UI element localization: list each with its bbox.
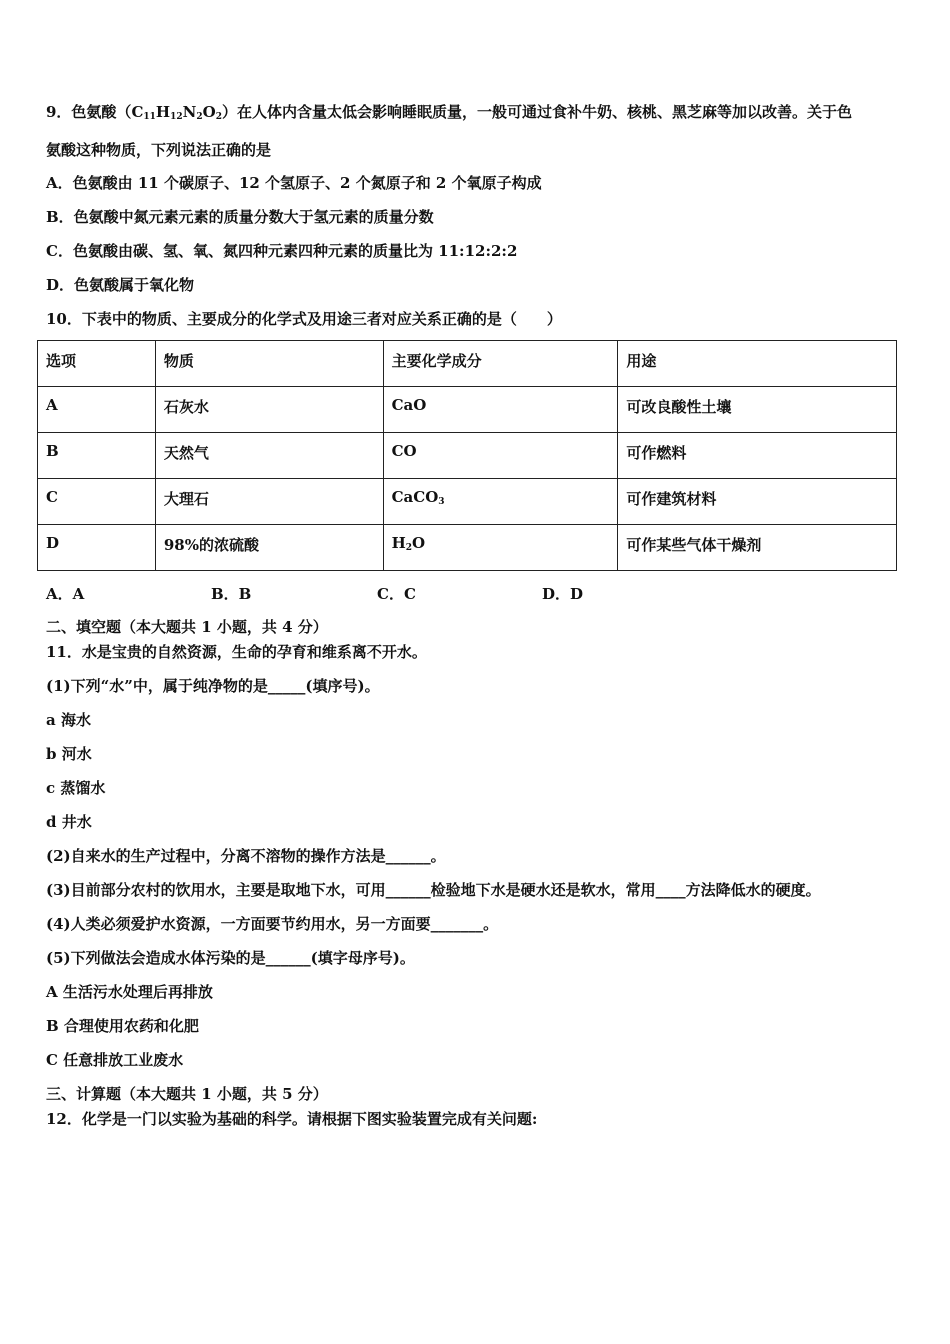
q11-stem: 11．水是宝贵的自然资源，生命的孕育和维系离不开水。 — [46, 643, 427, 661]
table-row — [38, 479, 897, 525]
formula-subscript: 2 — [405, 543, 413, 553]
substance-cell: 大理石 — [155, 479, 383, 525]
use-cell: 可改良酸性土壤 — [618, 387, 897, 433]
use-cell: 可作建筑材料 — [618, 479, 897, 525]
substance-cell: 石灰水 — [155, 387, 383, 433]
q11-part4: (4)人类必须爱护水资源，一方面要节约用水，另一方面要_______。 — [46, 915, 499, 933]
q11-part5-option-a: A 生活污水处理后再排放 — [46, 983, 213, 1001]
formula-cell: CaO — [383, 387, 618, 433]
formula-element: N — [182, 103, 197, 121]
option-cell: D — [38, 525, 156, 571]
formula-cell — [383, 525, 618, 571]
formula-element: H — [155, 103, 171, 121]
q10-stem: 10．下表中的物质、主要成分的化学式及用途三者对应关系正确的是（ ） — [46, 310, 562, 328]
substance-cell: 天然气 — [155, 433, 383, 479]
option-cell: B — [38, 433, 156, 479]
q10-table — [37, 340, 897, 571]
option-cell: C — [38, 479, 156, 525]
section-heading-calc: 三、计算题（本大题共 1 小题，共 5 分） — [46, 1085, 328, 1103]
formula-subscript: 11 — [143, 112, 156, 122]
formula-element: O — [202, 103, 216, 121]
use-cell: 可作燃料 — [618, 433, 897, 479]
q11-part5-option-c: C 任意排放工业废水 — [46, 1051, 184, 1069]
q10-choice-b: B．B — [211, 585, 252, 603]
section-heading-fill: 二、填空题（本大题共 1 小题，共 4 分） — [46, 618, 328, 636]
formula-text: CaCO — [391, 488, 439, 506]
q11-part5: (5)下列做法会造成水体污染的是______(填字母序号)。 — [46, 949, 415, 967]
header-cell: 选项 — [38, 341, 156, 387]
option-cell: A — [38, 387, 156, 433]
table-row — [38, 387, 897, 433]
formula-cell: CO — [383, 433, 618, 479]
header-cell: 主要化学成分 — [383, 341, 618, 387]
q11-part1: (1)下列“水”中，属于纯净物的是_____(填序号)。 — [46, 677, 380, 695]
formula-subscript: 2 — [215, 112, 222, 122]
table-row — [38, 433, 897, 479]
header-cell: 用途 — [618, 341, 897, 387]
substance-cell: 98%的浓硫酸 — [155, 525, 383, 571]
q9-stem-text: 9．色氨酸（C — [46, 103, 144, 121]
formula-text: O — [412, 534, 426, 552]
q9-stem-text: ）在人体内含量太低会影响睡眠质量，一般可通过食补牛奶、核桃、黑芝麻等加以改善。关于色 — [221, 103, 852, 121]
formula-subscript: 3 — [438, 497, 445, 507]
formula-cell — [383, 479, 618, 525]
formula-subscript: 12 — [170, 112, 183, 122]
q9-option-b: B．色氨酸中氮元素元素的质量分数大于氢元素的质量分数 — [46, 208, 434, 226]
q9-option-a: A．色氨酸由 11 个碳原子、12 个氢原子、2 个氮原子和 2 个氧原子构成 — [46, 174, 542, 192]
q9-stem-line2: 氨酸这种物质，下列说法正确的是 — [46, 141, 272, 159]
table-row — [38, 525, 897, 571]
use-cell: 可作某些气体干燥剂 — [618, 525, 897, 571]
header-cell: 物质 — [155, 341, 383, 387]
q10-choice-a: A．A — [46, 585, 85, 603]
q11-option-c: c 蒸馏水 — [46, 779, 106, 797]
q11-option-d: d 井水 — [46, 813, 92, 831]
q11-option-b: b 河水 — [46, 745, 92, 763]
q11-option-a: a 海水 — [46, 711, 91, 729]
q10-choice-c: C．C — [377, 585, 416, 603]
table-header-row — [38, 341, 897, 387]
q11-part2: (2)自来水的生产过程中，分离不溶物的操作方法是______。 — [46, 847, 446, 865]
q12-stem: 12．化学是一门以实验为基础的科学。请根据下图实验装置完成有关问题: — [46, 1110, 538, 1128]
q11-part5-option-b: B 合理使用农药和化肥 — [46, 1017, 199, 1035]
q9-stem-line1 — [46, 102, 852, 122]
formula-subscript: 2 — [196, 112, 203, 122]
formula-text: H — [391, 534, 406, 552]
q9-option-d: D．色氨酸属于氧化物 — [46, 276, 195, 294]
q11-part3: (3)目前部分农村的饮用水，主要是取地下水，可用______检验地下水是硬水还是软水，常用____方法降低水的硬度。 — [46, 881, 821, 899]
q9-option-c: C．色氨酸由碳、氢、氧、氮四种元素四种元素的质量比为 11:12:2:2 — [46, 242, 518, 260]
q10-choice-d: D．D — [542, 585, 584, 603]
